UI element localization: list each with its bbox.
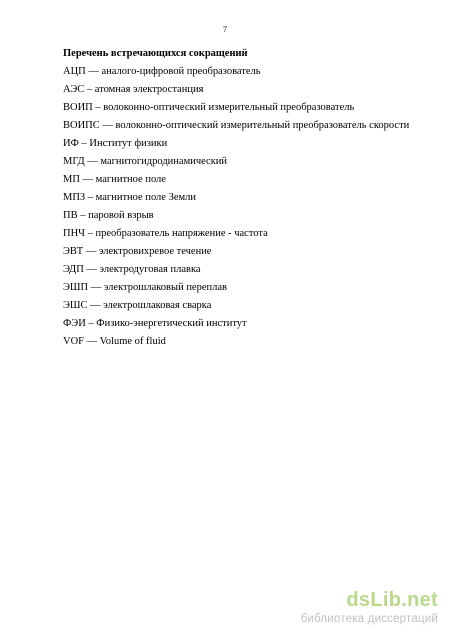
abbreviations-heading: Перечень встречающихся сокращений xyxy=(63,48,248,59)
abbreviation-item: ПНЧ – преобразователь напряжение - частота xyxy=(63,228,268,239)
abbreviation-item: ПВ – паровой взрыв xyxy=(63,210,154,221)
abbreviation-item: ВОИП – волоконно-оптический измерительный преобразователь xyxy=(63,102,355,113)
abbreviation-item: ЭВТ — электровихревое течение xyxy=(63,246,212,257)
abbreviation-item: ВОИПС — волоконно-оптический измерительный преобразователь скорости xyxy=(63,120,410,131)
abbreviation-item: МПЗ – магнитное поле Земли xyxy=(63,192,197,203)
abbreviation-item: VOF — Volume of fluid xyxy=(63,336,166,347)
dslib-watermark xyxy=(301,589,438,626)
abbreviation-item: МП — магнитное поле xyxy=(63,174,166,185)
abbreviation-item: ИФ – Институт физики xyxy=(63,138,168,149)
abbreviation-item: АЦП — аналого-цифровой преобразователь xyxy=(63,66,261,77)
abbreviations-list xyxy=(63,65,443,348)
abbreviation-item: ЭШП — электрошлаковый переплав xyxy=(63,282,227,293)
dslib-caption: библиотека диссертаций xyxy=(300,613,438,625)
abbreviation-item: ЭШС — электрошлаковая сварка xyxy=(63,300,212,311)
abbreviation-item: АЭС – атомная электростанция xyxy=(63,84,204,95)
abbreviation-item: ЭДП — электродуговая плавка xyxy=(63,264,201,275)
dslib-logo: dsLib.net xyxy=(346,589,438,611)
abbreviation-item: ФЭИ – Физико-энергетический институт xyxy=(63,318,247,329)
abbreviation-item: МГД — магнитогидродинамический xyxy=(63,156,228,167)
page-number: 7 xyxy=(223,25,227,34)
abbreviations-section xyxy=(63,47,443,353)
